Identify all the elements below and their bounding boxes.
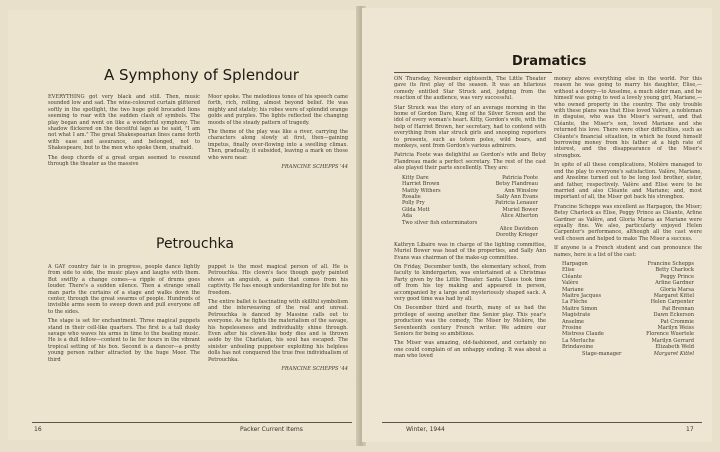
- dramatics-paragraph: Kathryn Libaire was in charge of the lighting committee, Muriel Bower was head of the properties, and Sally Ann Evans was chairman of the make-up committee.: [394, 241, 546, 261]
- issue-date: Winter, 1944: [406, 426, 445, 433]
- actor-name: Margaret Kittel: [653, 293, 694, 299]
- stage-manager-row: [554, 351, 702, 357]
- dramatics-column-2: [554, 76, 702, 410]
- stage-manager-label: Stage-manager: [582, 350, 622, 357]
- dramatics-title: Dramatics: [512, 54, 587, 69]
- symphony-signature: FRANCINE SCHEPPS '44: [281, 164, 348, 171]
- actor-name: Muriel Bower: [502, 206, 538, 213]
- actor-name: Arline Gardner: [655, 280, 694, 287]
- role-name: Maitre Jacques: [562, 293, 602, 299]
- dramatics-paragraph: Francine Schepps was excellent as Harpagon, the Miser; Betsy Charlock as Elise, Peggy Prince as Cléante, Arline Gardner as Valère, and Gloria Marsa as Mariane were equally fine. We also, particularly enjoyed Helen Carpenter's performance, although all the cast were well chosen and helped to make The Miser a success.: [554, 203, 702, 242]
- actor-name: Elizabeth Weld: [655, 344, 694, 351]
- petrouchka-signature: FRANCINE SCHEPPS '44: [281, 366, 348, 373]
- actor-name: Alice Atherton: [500, 213, 538, 220]
- title-rule: [394, 72, 552, 73]
- dramatics-paragraph: On Friday, December tenth, the elementary school, from faculty to kindergarten, was entertained at a Christmas Party given by the Little Theater. Santa Claus took time off from his toy making and appeared in person, accompanied by a large and mysteriously shaped sack. A very good time was had by all.: [394, 263, 546, 302]
- role-name: Maitre Simon: [562, 305, 598, 312]
- actor-name: Sally Ann Evans: [496, 193, 538, 200]
- petrouchka-paragraph: The entire ballet is fascinating with skillful symbolism and the interweaving of the real and unreal. Petrouchka is danced by Massine calls out to everyone. As he fights the materialism of the savage, his hopelessness and individuality shine through. Even after his clown-like body dies and is thrown aside by the Charlatan, his soul has escaped. The sinister unfeeling puppeteer exploiting his helpless dolls has not conquered the true free individualism of Petrouchka.: [208, 299, 348, 363]
- petrouchka-paragraph: A GAY country fair is in progress, people dance lightly from side to side, the music plays and laughs with them. But swiftly a change comes—a ripple of drums goes louder. There's a sudden silence. Then a strange small man parts the curtains of a stage and walks down the center, through the great swarms of people. Hundreds of invisible arms seem to sweep down and pull everyone off to the sides.: [48, 264, 200, 315]
- actor-name: Alice Davidson: [499, 225, 538, 232]
- role-name: Brindavoine: [562, 344, 594, 351]
- petrouchka-paragraph: The stage is set for enchantment. Three magical puppets stand in their cell-like quarters. The first is a tall dusky savage who waves his arms in time to the beating music. He is a dull fellow—content to lie for hours in the vibrant tropical setting of his box. Second is a dancer—a pretty young person rather attracted by the huge Moor. The third: [48, 318, 200, 363]
- miser-cast-list: [554, 261, 702, 351]
- dramatics-paragraph: Star Struck was the story of an average morning in the home of Gordon Dare, King of the Silver Screen and the idol of every woman's heart. Kitty, Gordon's wife, with the help of Harriet Brown, her secretary, had to contend with everything from star struck girls and snooping reporters to presents, such as totem poles, wild boars, and monkeys, sent from Gordon's various admirers.: [394, 104, 546, 150]
- actor-name: Florence Wuertele: [646, 331, 694, 338]
- role-name: Polly Pry: [402, 200, 425, 207]
- page-number: 16: [34, 426, 42, 433]
- dramatics-paragraph: ON Thursday, November eighteenth, The Little Theater gave its first play of the season. It was an hilarious comedy entitled Star Struck and, judging from the reaction of the audience, was very successful.: [394, 76, 546, 102]
- role-name: Valère: [562, 280, 579, 287]
- role-name: Elise: [562, 267, 575, 274]
- dramatics-paragraph: If anyone is a French student and can pronounce the names, here is a list of the cast:: [554, 245, 702, 258]
- actor-name: Pat Brennan: [662, 305, 694, 312]
- role-name: La Merluche: [562, 337, 595, 344]
- page-number: 17: [686, 426, 694, 433]
- cast-extra-role: Two silver fish exterminators: [402, 219, 478, 226]
- actor-name: Ann Winslow: [504, 187, 538, 194]
- role-name: Kitty Dare: [402, 174, 429, 181]
- actor-name: Dawn Eckerson: [653, 312, 694, 319]
- actor-name: Helen Carpenter: [650, 299, 694, 306]
- actor-name: Marilyn Gerrard: [651, 337, 694, 344]
- petrouchka-paragraph: puppet is the most magical person of all. He is Petrouchka. His clown's face though gayly painted shows an anguish, a pain that comes from his captivity. He has enough understanding for life but no freedom.: [208, 264, 348, 296]
- role-name: Ada: [402, 213, 412, 220]
- role-name: La Flèche: [562, 299, 588, 306]
- role-name: Rosalie: [402, 193, 421, 200]
- actor-name: Betsy Flandreau: [495, 181, 538, 188]
- role-name: Magistrate: [562, 312, 591, 319]
- role-name: Mariane: [562, 286, 584, 293]
- actor-name: Patricia Lenauer: [495, 200, 538, 207]
- symphony-paragraph: EVERYTHING got very black and still. Then, music sounded low and sad. The wine-coloured curtain glittered softly in the spotlight, the two huge gold brocaded lions seeming to roar with the sudden clash of symbols. The play began and went on like a wonderful symphony. The shadow flickered on the deceitful lago as he said, "I am not what I am." The great Shakespearian lines came forth with ease and assurance, and belonged, not to Shakespeare, but to the men who spoke them, unafraid.: [48, 94, 200, 152]
- publication-name: Packer Current Items: [240, 426, 303, 433]
- dramatics-column-1: [394, 76, 546, 410]
- role-name: Cléante: [562, 273, 582, 280]
- role-name: Mattly Withers: [402, 187, 441, 194]
- petrouchka-column-1: [48, 264, 200, 394]
- actor-name: Pat Crommie: [660, 318, 694, 325]
- right-page: [362, 8, 712, 442]
- footer-rule: [382, 422, 702, 423]
- dramatics-paragraph: The Miser was amazing, old-fashioned, and certainly no one could complain of an unhappy ending. It was about a man who loved: [394, 340, 546, 360]
- dramatics-paragraph: money above everything else in the world. For this reason he was going to marry his daughter, Elise,—without a dowry—to Anselme, a much older man, and he himself was going to wed a lovely young girl, Mariane,—who owned property in the country. The only trouble with these plans was that Elise loved Valère, a nobleman in disguise, who was the Miser's servant, and that Cléante, the Miser's son, loved Mariane and she returned his love. There were other difficulties, such as Cléante's financial situation, in which he found himself borrowing money from his father at a high rate of interest, and the disappearance of the Miser's strongbox.: [554, 76, 702, 159]
- stage-manager-name: Margaret Kittel: [653, 350, 694, 357]
- symphony-paragraph: Moor spoke. The melodious tones of his speech came forth, rich, rolling, almost beyond belief. He was mighty and stately; his robes were of splendid orange golds and purples. The lights reflected the changing moods of the steady pattern of tragedy.: [208, 94, 348, 126]
- role-name: Mistress Claude: [562, 331, 604, 338]
- actor-name: Patricia Foote: [502, 174, 538, 181]
- dramatics-paragraph: In spite of all these complications, Molière managed to end the play to everyone's satisfaction. Valère, Mariane, and Anselme turned out to be long lost brother, sister, and father, respectively. Valère and Elise were to be married and also Cléante and Mariane; and, most important of all, the Miser got back his strongbox.: [554, 162, 702, 201]
- role-name: Gilda Mott: [402, 206, 430, 213]
- actor-name: Francine Schepps: [647, 260, 694, 267]
- left-page: [8, 10, 360, 440]
- dramatics-paragraph: On December third and fourth, many of us had the privilege of seeing another fine Senior play. This year's production was the comedy, The Miser by Molière, the Seventeenth century French writer. We admire our Seniors for being so ambitious.: [394, 305, 546, 338]
- symphony-column-1: [48, 94, 200, 204]
- actor-name: Peggy Prince: [660, 273, 694, 280]
- symphony-paragraph: The theme of the play was like a river, carrying the characters along slowly at first, then—gaining impetus, finally over-flowing into a swelling climax. Then, gradually, it subsided, leaving a mark on those who were near.: [208, 129, 348, 161]
- actor-name: Marilyn Weiss: [657, 325, 694, 332]
- symphony-paragraph: The deep chords of a great organ seemed to resound through the theater as the massive: [48, 154, 200, 168]
- dramatics-paragraph: Patricia Foote was delightful as Gordon's wife and Betsy Flandreau made a perfect secretary. The rest of the cast also played their parts excellently. They are:: [394, 152, 546, 172]
- role-name: Harriet Brown: [402, 181, 440, 188]
- petrouchka-title: Petrouchka: [156, 236, 234, 252]
- role-name: Anselme: [562, 318, 585, 325]
- footer-rule: [32, 422, 352, 423]
- role-name: Frosine: [562, 325, 582, 332]
- symphony-column-2: [208, 94, 348, 204]
- petrouchka-column-2: [208, 264, 348, 394]
- star-struck-cast-list: [394, 175, 546, 239]
- actor-name: Dorothy Krieger: [495, 232, 538, 239]
- actor-name: Gloria Marsa: [660, 286, 694, 293]
- symphony-title: A Symphony of Splendour: [104, 66, 299, 84]
- role-name: Harpagon: [562, 260, 588, 267]
- actor-name: Betty Charlock: [655, 267, 694, 274]
